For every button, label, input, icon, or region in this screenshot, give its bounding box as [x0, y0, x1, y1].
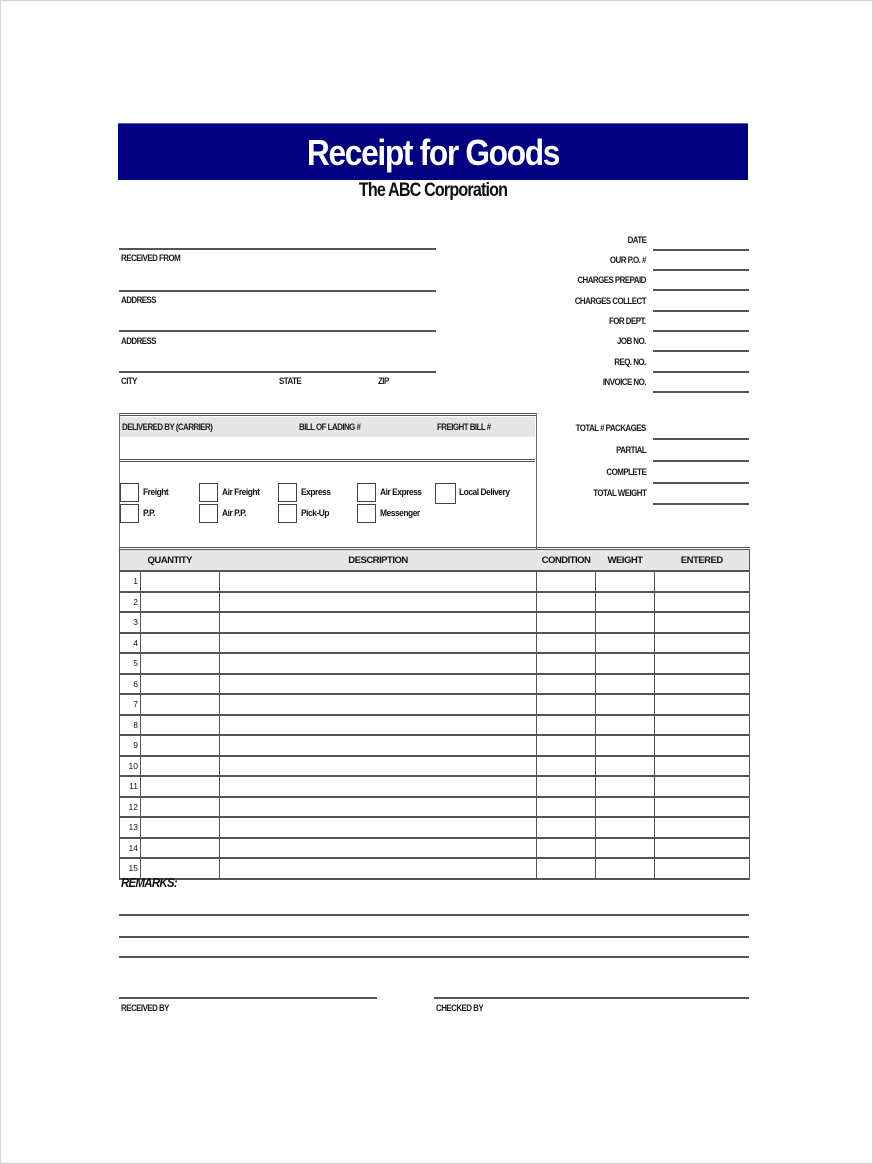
description-cell[interactable] — [220, 633, 537, 654]
row-number: 11 — [120, 776, 141, 797]
received-from-label: RECEIVED FROM — [121, 253, 181, 263]
table-row — [120, 612, 750, 633]
field-line-4[interactable] — [653, 330, 749, 332]
field-line-1[interactable] — [653, 269, 749, 271]
field-label-1: OUR P.O. # — [610, 255, 646, 265]
condition-cell[interactable] — [537, 776, 596, 797]
table-row — [120, 756, 750, 777]
field-label-6: REQ. NO. — [614, 357, 646, 367]
field-label-5: JOB NO. — [617, 336, 646, 346]
entered-cell[interactable] — [655, 571, 750, 592]
quantity-cell[interactable] — [141, 612, 220, 633]
row-number: 13 — [120, 817, 141, 838]
checkbox-label: Pick-Up — [301, 508, 330, 519]
bill-of-lading-label: BILL OF LADING # — [299, 422, 361, 432]
checkbox-pick-up[interactable] — [278, 504, 297, 523]
zip-label: ZIP — [378, 376, 389, 386]
condition-cell[interactable] — [537, 612, 596, 633]
row-number: 7 — [120, 694, 141, 715]
entered-cell[interactable] — [655, 715, 750, 736]
items-header-row — [120, 549, 750, 572]
row-number: 4 — [120, 633, 141, 654]
remarks-line-2[interactable] — [119, 936, 749, 938]
address1-line[interactable] — [119, 290, 436, 292]
weight-cell[interactable] — [596, 756, 655, 777]
quantity-cell[interactable] — [141, 674, 220, 695]
checkbox-messenger[interactable] — [357, 504, 376, 523]
entered-cell[interactable] — [655, 735, 750, 756]
checkbox-local-delivery[interactable] — [435, 483, 456, 504]
weight-cell[interactable] — [596, 571, 655, 592]
address2-line[interactable] — [119, 330, 436, 332]
col-quantity: QUANTITY — [120, 549, 220, 572]
row-number: 14 — [120, 838, 141, 859]
field-line-7[interactable] — [653, 391, 749, 393]
row-number: 10 — [120, 756, 141, 777]
field-label-2: CHARGES PREPAID — [577, 275, 646, 285]
field-line-0[interactable] — [653, 249, 749, 251]
quantity-cell[interactable] — [141, 571, 220, 592]
quantity-cell[interactable] — [141, 756, 220, 777]
table-row — [120, 694, 750, 715]
weight-cell[interactable] — [596, 858, 655, 879]
condition-cell[interactable] — [537, 858, 596, 879]
company-name: The ABC Corporation — [358, 180, 508, 201]
entered-cell[interactable] — [655, 694, 750, 715]
weight-cell[interactable] — [596, 797, 655, 818]
weight-cell[interactable] — [596, 612, 655, 633]
entered-cell[interactable] — [655, 838, 750, 859]
checkbox-label: Messenger — [380, 508, 420, 519]
quantity-cell[interactable] — [141, 653, 220, 674]
package-line-2[interactable] — [653, 482, 749, 484]
checkbox-label: Air Freight — [222, 487, 260, 498]
checkbox-label: P.P. — [143, 508, 155, 519]
condition-cell[interactable] — [537, 653, 596, 674]
row-number: 2 — [120, 592, 141, 613]
checkbox-label: Express — [301, 487, 331, 498]
city-state-zip-line[interactable] — [119, 371, 436, 373]
freight-bill-label: FREIGHT BILL # — [437, 422, 491, 432]
table-row — [120, 817, 750, 838]
checkbox-air-freight[interactable] — [199, 483, 218, 502]
description-cell[interactable] — [220, 571, 537, 592]
condition-cell[interactable] — [537, 735, 596, 756]
remarks-label: REMARKS: — [121, 875, 178, 890]
package-line-1[interactable] — [653, 460, 749, 462]
checked-by-line[interactable] — [434, 997, 749, 999]
condition-cell[interactable] — [537, 633, 596, 654]
weight-cell[interactable] — [596, 694, 655, 715]
description-cell[interactable] — [220, 797, 537, 818]
package-label-2: COMPLETE — [606, 467, 646, 477]
received-from-line[interactable] — [119, 248, 436, 250]
table-row — [120, 838, 750, 859]
description-cell[interactable] — [220, 776, 537, 797]
received-by-label: RECEIVED BY — [121, 1003, 169, 1013]
weight-cell[interactable] — [596, 674, 655, 695]
table-row — [120, 776, 750, 797]
field-label-4: FOR DEPT. — [609, 316, 646, 326]
checkbox-air-express[interactable] — [357, 483, 376, 502]
weight-cell[interactable] — [596, 776, 655, 797]
condition-cell[interactable] — [537, 817, 596, 838]
description-cell[interactable] — [220, 674, 537, 695]
document-title: Receipt for Goods — [306, 132, 560, 173]
condition-cell[interactable] — [537, 571, 596, 592]
entered-cell[interactable] — [655, 858, 750, 879]
condition-cell[interactable] — [537, 694, 596, 715]
entered-cell[interactable] — [655, 633, 750, 654]
weight-cell[interactable] — [596, 592, 655, 613]
checkbox-freight[interactable] — [120, 483, 139, 502]
weight-cell[interactable] — [596, 838, 655, 859]
weight-cell[interactable] — [596, 715, 655, 736]
entered-cell[interactable] — [655, 817, 750, 838]
weight-cell[interactable] — [596, 653, 655, 674]
condition-cell[interactable] — [537, 797, 596, 818]
state-label: STATE — [279, 376, 302, 386]
col-weight: WEIGHT — [596, 549, 655, 572]
entered-cell[interactable] — [655, 653, 750, 674]
checked-by-label: CHECKED BY — [436, 1003, 484, 1013]
col-condition: CONDITION — [537, 549, 596, 572]
description-cell[interactable] — [220, 817, 537, 838]
description-cell[interactable] — [220, 612, 537, 633]
table-row — [120, 653, 750, 674]
table-row — [120, 858, 750, 879]
table-row — [120, 592, 750, 613]
table-row — [120, 633, 750, 654]
col-description: DESCRIPTION — [220, 549, 537, 572]
remarks-line-3[interactable] — [119, 956, 749, 958]
carrier-divider — [120, 459, 535, 462]
entered-cell[interactable] — [655, 612, 750, 633]
field-line-6[interactable] — [653, 371, 749, 373]
entered-cell[interactable] — [655, 674, 750, 695]
entered-cell[interactable] — [655, 592, 750, 613]
entered-cell[interactable] — [655, 776, 750, 797]
checkbox-p-p[interactable] — [120, 504, 139, 523]
quantity-cell[interactable] — [141, 817, 220, 838]
address2-label: ADDRESS — [121, 336, 157, 346]
row-number: 1 — [120, 571, 141, 592]
row-number: 5 — [120, 653, 141, 674]
field-label-3: CHARGES COLLECT — [574, 296, 646, 306]
row-number: 3 — [120, 612, 141, 633]
address1-label: ADDRESS — [121, 295, 157, 305]
field-label-0: DATE — [627, 235, 646, 245]
description-cell[interactable] — [220, 592, 537, 613]
table-row — [120, 674, 750, 695]
quantity-cell[interactable] — [141, 838, 220, 859]
delivered-by-label: DELIVERED BY (CARRIER) — [122, 422, 213, 432]
field-label-7: INVOICE NO. — [602, 377, 646, 387]
checkbox-label: Local Delivery — [459, 487, 510, 498]
row-number: 12 — [120, 797, 141, 818]
description-cell[interactable] — [220, 694, 537, 715]
description-cell[interactable] — [220, 858, 537, 879]
received-by-line[interactable] — [119, 997, 377, 999]
col-entered: ENTERED — [655, 549, 750, 572]
city-label: CITY — [121, 376, 137, 386]
checkbox-label: Air P.P. — [222, 508, 247, 519]
package-label-1: PARTIAL — [615, 445, 646, 455]
weight-cell[interactable] — [596, 735, 655, 756]
table-row — [120, 715, 750, 736]
checkbox-express[interactable] — [278, 483, 297, 502]
quantity-cell[interactable] — [141, 776, 220, 797]
weight-cell[interactable] — [596, 817, 655, 838]
items-table — [119, 547, 750, 880]
description-cell[interactable] — [220, 735, 537, 756]
description-cell[interactable] — [220, 756, 537, 777]
condition-cell[interactable] — [537, 674, 596, 695]
entered-cell[interactable] — [655, 797, 750, 818]
condition-cell[interactable] — [537, 715, 596, 736]
description-cell[interactable] — [220, 838, 537, 859]
package-line-3[interactable] — [653, 503, 749, 505]
package-line-0[interactable] — [653, 438, 749, 440]
table-row — [120, 797, 750, 818]
condition-cell[interactable] — [537, 756, 596, 777]
row-number: 15 — [120, 858, 141, 879]
row-number: 9 — [120, 735, 141, 756]
entered-cell[interactable] — [655, 756, 750, 777]
field-line-3[interactable] — [653, 310, 749, 312]
quantity-cell[interactable] — [141, 633, 220, 654]
field-line-5[interactable] — [653, 350, 749, 352]
package-label-3: TOTAL WEIGHT — [592, 488, 646, 498]
package-label-0: TOTAL # PACKAGES — [575, 423, 646, 433]
quantity-cell[interactable] — [141, 715, 220, 736]
checkbox-air-p-p[interactable] — [199, 504, 218, 523]
weight-cell[interactable] — [596, 633, 655, 654]
table-row — [120, 571, 750, 592]
checkbox-label: Air Express — [380, 487, 422, 498]
condition-cell[interactable] — [537, 838, 596, 859]
row-number: 8 — [120, 715, 141, 736]
quantity-cell[interactable] — [141, 694, 220, 715]
checkbox-label: Freight — [143, 487, 169, 498]
quantity-cell[interactable] — [141, 592, 220, 613]
title-banner — [118, 123, 748, 180]
quantity-cell[interactable] — [141, 735, 220, 756]
table-row — [120, 735, 750, 756]
description-cell[interactable] — [220, 653, 537, 674]
remarks-line-1[interactable] — [119, 914, 749, 916]
row-number: 6 — [120, 674, 141, 695]
field-line-2[interactable] — [653, 289, 749, 291]
quantity-cell[interactable] — [141, 797, 220, 818]
description-cell[interactable] — [220, 715, 537, 736]
condition-cell[interactable] — [537, 592, 596, 613]
